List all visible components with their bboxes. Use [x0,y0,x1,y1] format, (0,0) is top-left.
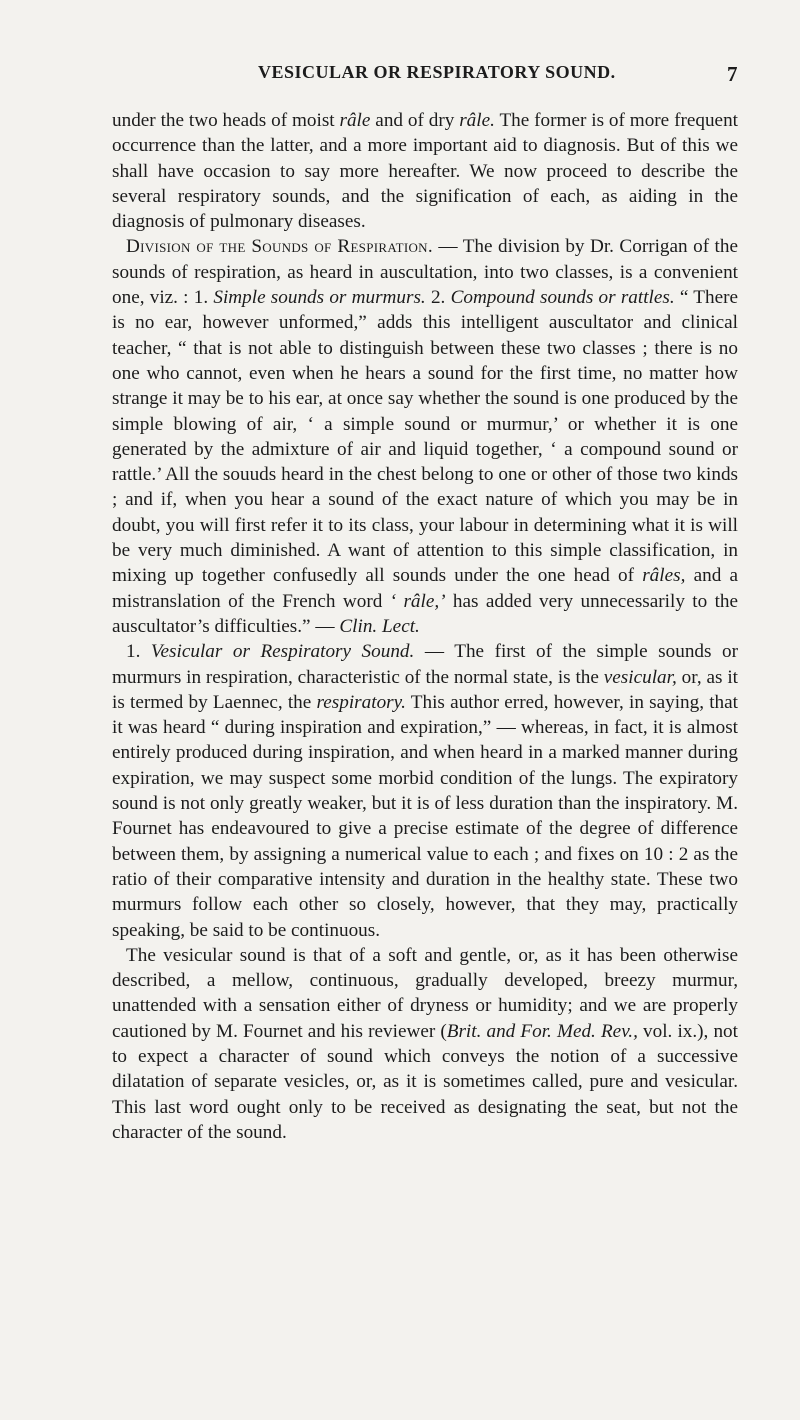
italic-term: Simple sounds or murmurs. [213,287,426,309]
paragraph-vesicular-sound [112,639,738,943]
italic-term: râle. [459,110,495,131]
italic-term: ‘ râle,’ [389,590,446,612]
page-number: 7 [727,62,738,86]
text-run: and of dry [370,110,460,131]
citation: Brit. and For. Med. Rev., [446,1020,638,1042]
paragraph-rale-classes [112,108,738,234]
italic-term: vesicular, [603,666,677,688]
text-run: 2. [425,287,451,309]
italic-term: respiratory. [316,691,406,713]
text-run: under the two heads of moist [112,110,340,131]
running-title: VESICULAR OR RESPIRATORY SOUND. [258,62,616,82]
subsection-heading: Vesicular or Respiratory Sound. [150,641,415,663]
paragraph-division-of-sounds [112,234,738,639]
paragraph-vesicular-character [112,943,738,1145]
italic-term: râles, [642,565,686,587]
text-run: has added very unnecessarily to the auscultator’s difficulties.” — [112,590,739,637]
body-text [112,108,738,1145]
text-run: “ There is no ear, however unformed,” adds this intelligent auscultator and clinical teacher, “ that is not able to distinguish between these two classes ; there is no one who cannot, even when he hears a sound for the first time, no matter how strange it may be to his ear, at once say whether the sound is one produced by the simple blowing of air, ‘ a simple sound or murmur,’ or whether it is one generated by the admixture of air and liquid together, ‘ a compound sound or rattle.’ All the souuds heard in the chest belong to one or other of those two kinds ; and if, when you hear a sound of the exact nature of which you may be in doubt, you will first refer it to its class, your labour in determining what it is will be very much diminished. A want of attention to this simple classification, in mixing up together confusedly all sounds under the one head of [112,287,739,587]
citation: Clin. Lect. [339,615,420,637]
text-run: The vesicular sound is that of a soft and gentle, or, as it has been otherwise described, a mellow, continuous, gradually developed, breezy murmur, unattended with a sensation either of dryness or humidity; and we are properly cautioned by M. Fournet and his reviewer ( [112,944,738,1042]
italic-term: Compound sounds or rattles. [450,287,675,309]
italic-term: râle [339,110,371,131]
text-run: vol. ix.), not to expect a character of sound which conveys the notion of a successive dilatation of separate vesicles, or, as it is sometimes called, pure and vesicular. This last word ought only to be received as designating the seat, but not the character of the sound. [112,1020,738,1143]
text-run: This author erred, however, in saying, that it was heard “ during inspiration and expiration,” — whereas, in fact, it is almost entirely produced during inspiration, and when heard in a marked manner during expiration, we may suspect some morbid condition of the lungs. The expiratory sound is not only greatly weaker, but it is of less duration than the inspiratory. M. Fournet has endeavoured to give a precise estimate of the degree of difference between them, by assigning a numerical value to each ; and fixes on 10 : 2 as the ratio of their comparative intensity and duration in the healthy state. These two murmurs follow each other so closely, however, that they may, practically speaking, be said to be continuous. [112,691,739,941]
text-run: — The division by Dr. Corrigan of the sounds of respiration, as heard in auscultation, into two classes, is a convenient one, viz. : 1. [112,236,738,309]
text-run: The former is of more frequent occurrence than the latter, and a more important aid to diagnosis. But of this we shall have occasion to say more hereafter. We now proceed to describe the several respiratory sounds, and the signification of each, as aiding in the diagnosis of pulmonary diseases. [112,110,739,233]
text-run: — The first of the simple sounds or murmurs in respiration, characteristic of the normal state, is the [112,641,738,688]
running-head [108,62,738,92]
text-run: or, as it is termed by Laennec, the [112,666,738,713]
text-run: 1. [126,641,151,663]
section-heading: Division of the Sounds of Respiration. [126,236,433,258]
text-run: and a mistranslation of the French word [112,565,738,612]
